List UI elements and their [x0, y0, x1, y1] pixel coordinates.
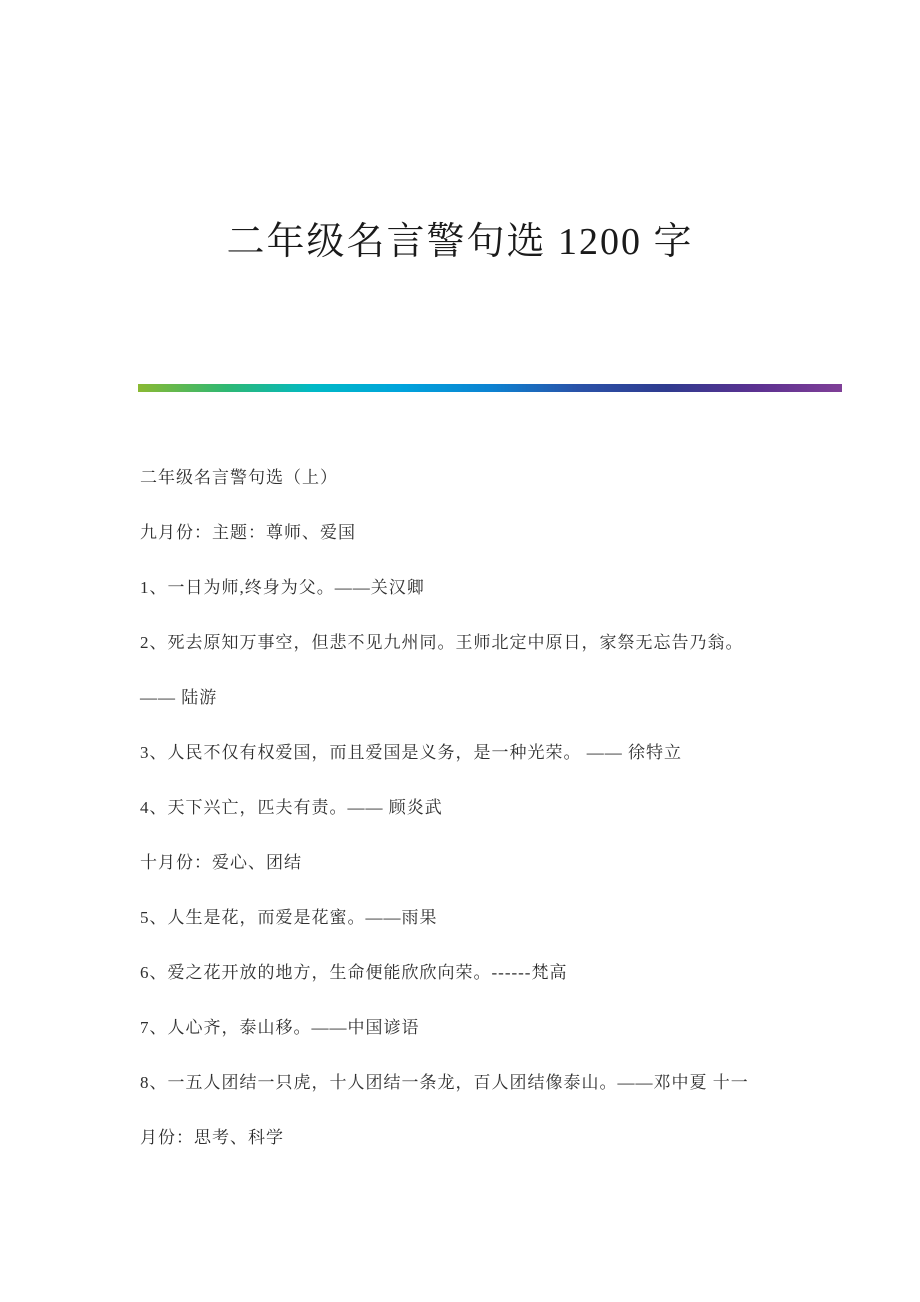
document-text-line: 1、一日为师,终身为父。——关汉卿 [140, 578, 425, 597]
document-text-line: 二年级名言警句选（上） [140, 468, 338, 487]
page-title: 二年级名言警句选 1200 字 [226, 221, 694, 263]
document-text-line: 3、人民不仅有权爱国，而且爱国是义务，是一种光荣。 —— 徐特立 [140, 743, 682, 762]
document-text-line: 月份：思考、科学 [140, 1128, 284, 1147]
document-text-line: 6、爱之花开放的地方，生命便能欣欣向荣。------梵高 [140, 963, 568, 982]
document-text-line: 2、死去原知万事空，但悲不见九州同。王师北定中原日，家祭无忘告乃翁。 [140, 633, 744, 652]
gradient-divider [138, 384, 842, 392]
document-text-line: 5、人生是花，而爱是花蜜。——雨果 [140, 908, 438, 927]
document-text-line: 7、人心齐，泰山移。——中国谚语 [140, 1018, 420, 1037]
document-body [140, 450, 850, 1165]
document-text-line: 十月份：爱心、团结 [140, 853, 302, 872]
document-text-line: 8、一五人团结一只虎，十人团结一条龙，百人团结像泰山。——邓中夏 十一 [140, 1073, 749, 1092]
document-text-line: 九月份：主题：尊师、爱国 [140, 523, 356, 542]
document-text-line: —— 陆游 [140, 688, 218, 707]
document-text-line: 4、天下兴亡，匹夫有责。—— 顾炎武 [140, 798, 443, 817]
